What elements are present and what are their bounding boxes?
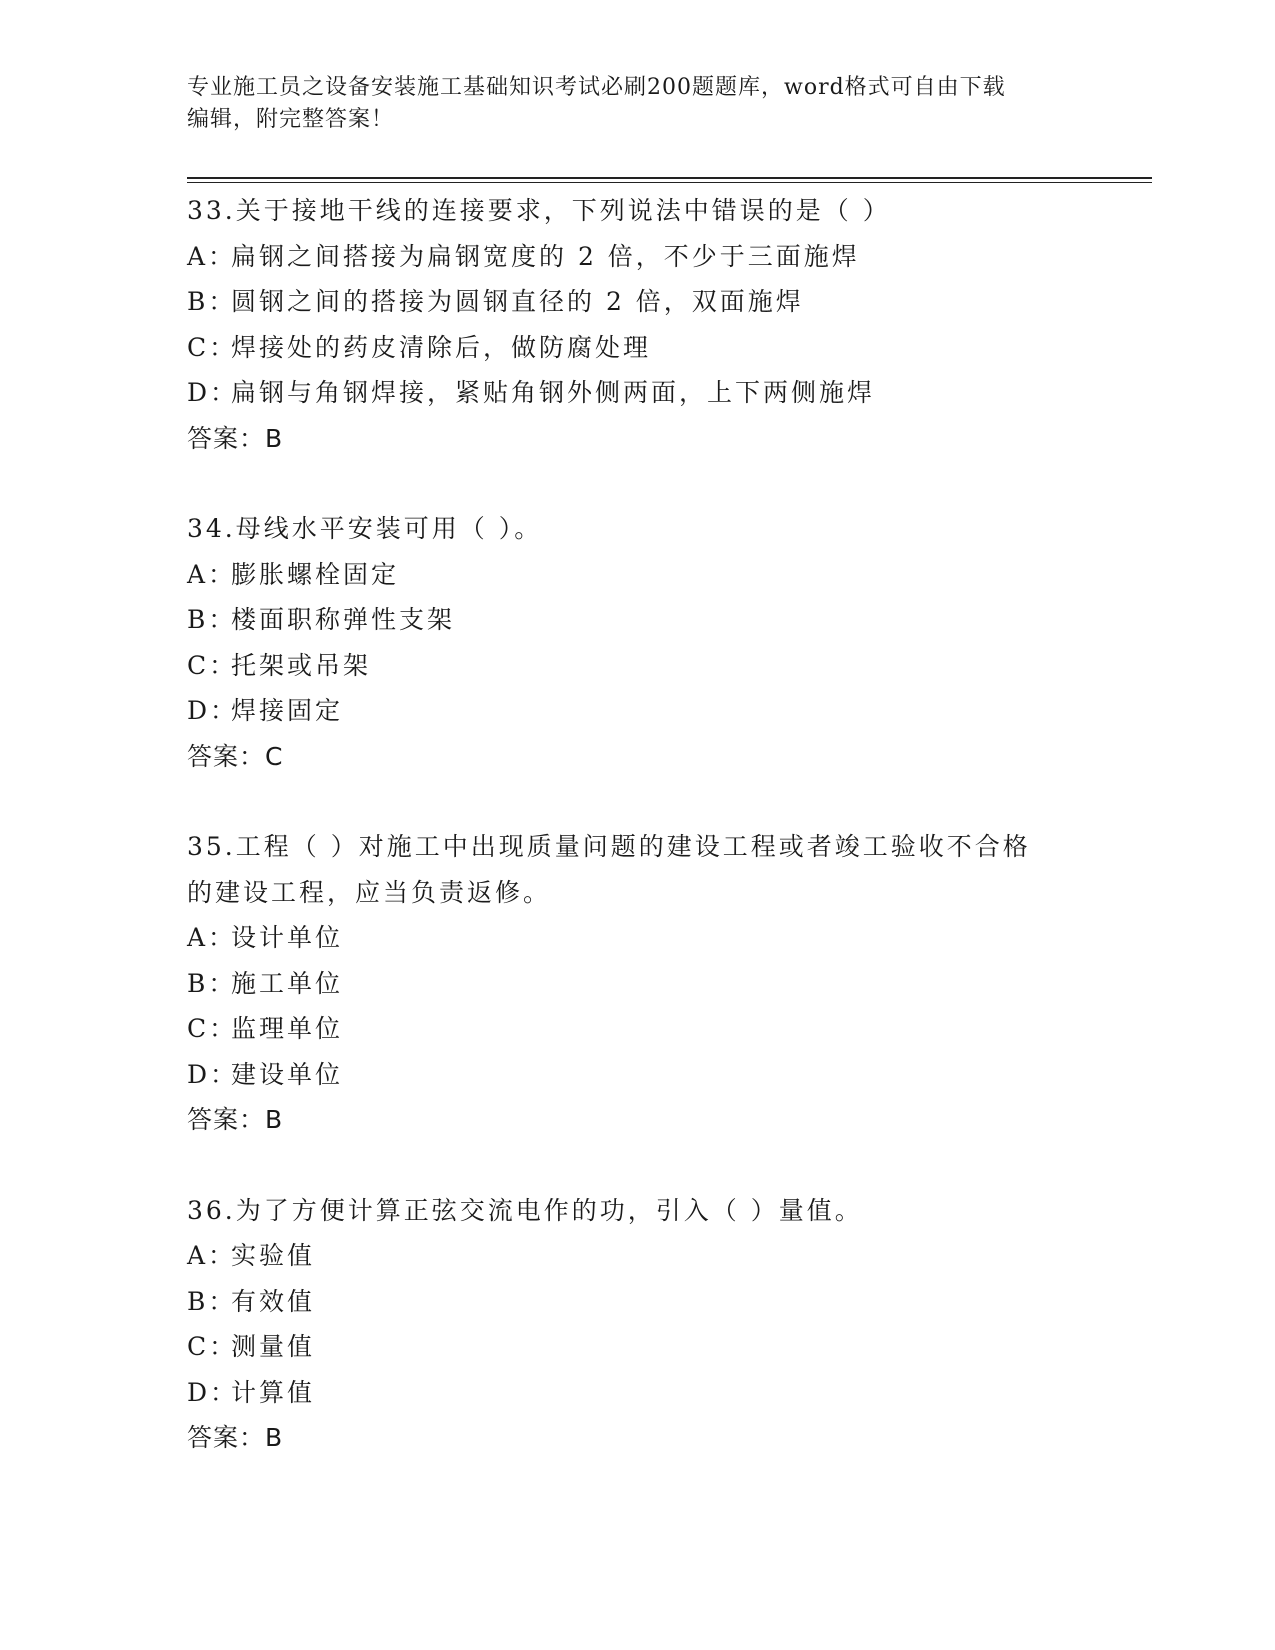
option-text: 施工单位 [231, 968, 344, 998]
answer-option [187, 279, 1152, 325]
answer-option [187, 370, 1152, 416]
answer-option [187, 1052, 1152, 1098]
header-title-line-1: 专业施工员之设备安装施工基础知识考试必刷200题题库，word格式可自由下载 [187, 75, 1006, 100]
option-text: 有效值 [231, 1286, 316, 1316]
question-stem: 35.工程（ ）对施工中出现质量问题的建设工程或者竣工验收不合格 [187, 832, 1031, 861]
question-stem: 的建设工程，应当负责返修。 [187, 877, 552, 907]
question-stem: 36.为了方便计算正弦交流电作的功，引入（ ）量值。 [187, 1195, 863, 1225]
option-letter: D： [187, 1377, 239, 1407]
answer-option [187, 552, 1152, 598]
header-title-line-2: 编辑，附完整答案！ [187, 107, 395, 132]
option-letter: C： [187, 1332, 238, 1361]
header-divider-thick [187, 177, 1152, 179]
answer-option [187, 325, 1152, 371]
option-text: 建设单位 [231, 1059, 344, 1089]
option-letter: B： [187, 968, 237, 998]
option-letter: A： [187, 241, 237, 271]
question-block [187, 1188, 1152, 1461]
option-text: 焊接固定 [231, 696, 344, 725]
option-text: 实验值 [231, 1241, 316, 1270]
option-text: 焊接处的药皮清除后，做防腐处理 [231, 332, 652, 362]
header-divider-thin [187, 182, 1152, 183]
answer-key: 答案：B [187, 423, 284, 453]
question-list [187, 188, 1152, 1506]
option-letter: A： [187, 559, 237, 589]
option-letter: C： [187, 332, 238, 362]
answer-key: 答案：B [187, 1105, 284, 1134]
option-text: 膨胀螺栓固定 [231, 559, 400, 589]
answer-option [187, 1324, 1152, 1370]
question-block [187, 824, 1152, 1143]
question-block [187, 506, 1152, 779]
option-letter: A： [187, 923, 237, 952]
option-letter: D： [187, 696, 239, 725]
answer-key: 答案：C [187, 741, 284, 771]
answer-option [187, 688, 1152, 734]
option-letter: C： [187, 1014, 238, 1043]
option-text: 圆钢之间的搭接为圆钢直径的 2 倍，双面施焊 [231, 287, 804, 316]
option-text: 设计单位 [231, 923, 344, 952]
option-text: 扁钢之间搭接为扁钢宽度的 2 倍，不少于三面施焊 [231, 241, 860, 271]
question-stem: 33.关于接地干线的连接要求，下列说法中错误的是（ ） [187, 196, 891, 225]
answer-option [187, 1370, 1152, 1416]
option-text: 楼面职称弹性支架 [231, 605, 456, 634]
answer-option [187, 915, 1152, 961]
answer-option [187, 961, 1152, 1007]
answer-option [187, 1233, 1152, 1279]
answer-option [187, 1279, 1152, 1325]
option-text: 测量值 [231, 1332, 316, 1361]
answer-option [187, 597, 1152, 643]
option-text: 扁钢与角钢焊接，紧贴角钢外侧两面，上下两侧施焊 [231, 378, 876, 407]
option-letter: D： [187, 1059, 239, 1089]
option-letter: B： [187, 1286, 237, 1316]
option-letter: B： [187, 605, 237, 634]
option-letter: B： [187, 287, 237, 316]
answer-key: 答案：B [187, 1423, 284, 1452]
document-header [187, 72, 1087, 136]
answer-option [187, 643, 1152, 689]
option-letter: D： [187, 378, 239, 407]
answer-option [187, 1006, 1152, 1052]
option-text: 监理单位 [231, 1014, 344, 1043]
option-letter: C： [187, 650, 238, 680]
question-block [187, 188, 1152, 461]
question-stem: 34.母线水平安装可用（ ）。 [187, 514, 543, 543]
option-text: 托架或吊架 [231, 650, 372, 680]
option-text: 计算值 [231, 1377, 316, 1407]
option-letter: A： [187, 1241, 237, 1270]
answer-option [187, 234, 1152, 280]
